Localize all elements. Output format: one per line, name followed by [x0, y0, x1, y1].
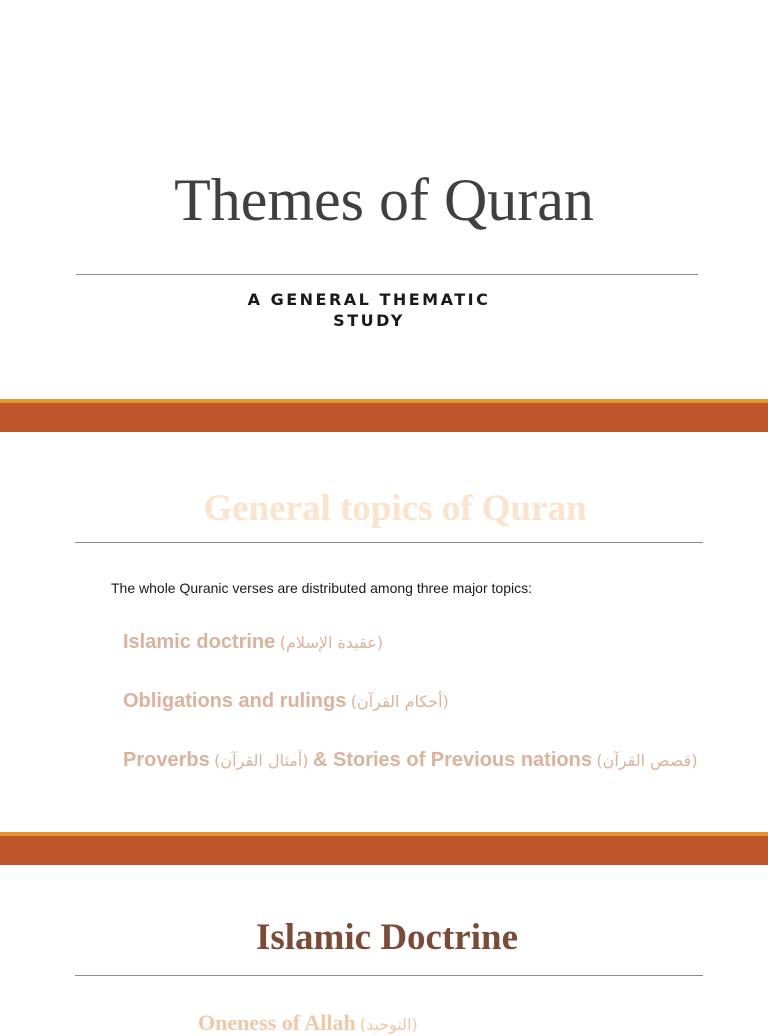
- slide-islamic-doctrine: [0, 865, 768, 1035]
- slide-separator-stripe: [0, 832, 768, 836]
- title-divider: [76, 274, 698, 275]
- slide-1-subtitle: [234, 289, 504, 331]
- topic-arabic: (أحكام القرآن): [350, 692, 449, 711]
- slide-separator-stripe: [0, 399, 768, 403]
- subtitle-line-1: A GENERAL THEMATIC: [247, 290, 491, 309]
- intro-text: The whole Quranic verses are distributed among three major topics:: [111, 580, 532, 596]
- doctrine-arabic: (التوحيد): [359, 1015, 418, 1034]
- topic-item: [123, 749, 698, 772]
- slide-2-title: General topics of Quran: [203, 488, 587, 529]
- slide-separator-band: [0, 832, 768, 865]
- topic-arabic-2: (قصص القرآن): [596, 751, 698, 770]
- doctrine-item: [198, 1010, 418, 1036]
- title-divider: [75, 975, 703, 976]
- topic-item: [123, 690, 449, 713]
- topic-label: Obligations and rulings: [123, 690, 347, 712]
- topic-label: Islamic doctrine: [123, 631, 276, 653]
- topic-label-2: & Stories of Previous nations: [313, 749, 592, 771]
- doctrine-label: Oneness of Allah: [198, 1010, 356, 1035]
- slide-separator-band: [0, 399, 768, 432]
- slide-3-title: Islamic Doctrine: [255, 917, 519, 958]
- topic-arabic: (أمثال القرآن): [214, 751, 309, 770]
- slide-1-title: Themes of Quran: [174, 167, 594, 233]
- title-divider: [75, 542, 703, 543]
- topic-arabic: (عقيدة الإسلام): [279, 633, 383, 652]
- topic-label: Proverbs: [123, 749, 210, 771]
- slide-title: [0, 0, 768, 399]
- subtitle-line-2: STUDY: [333, 311, 405, 330]
- slide-general-topics: [0, 432, 768, 832]
- topic-item: [123, 631, 383, 654]
